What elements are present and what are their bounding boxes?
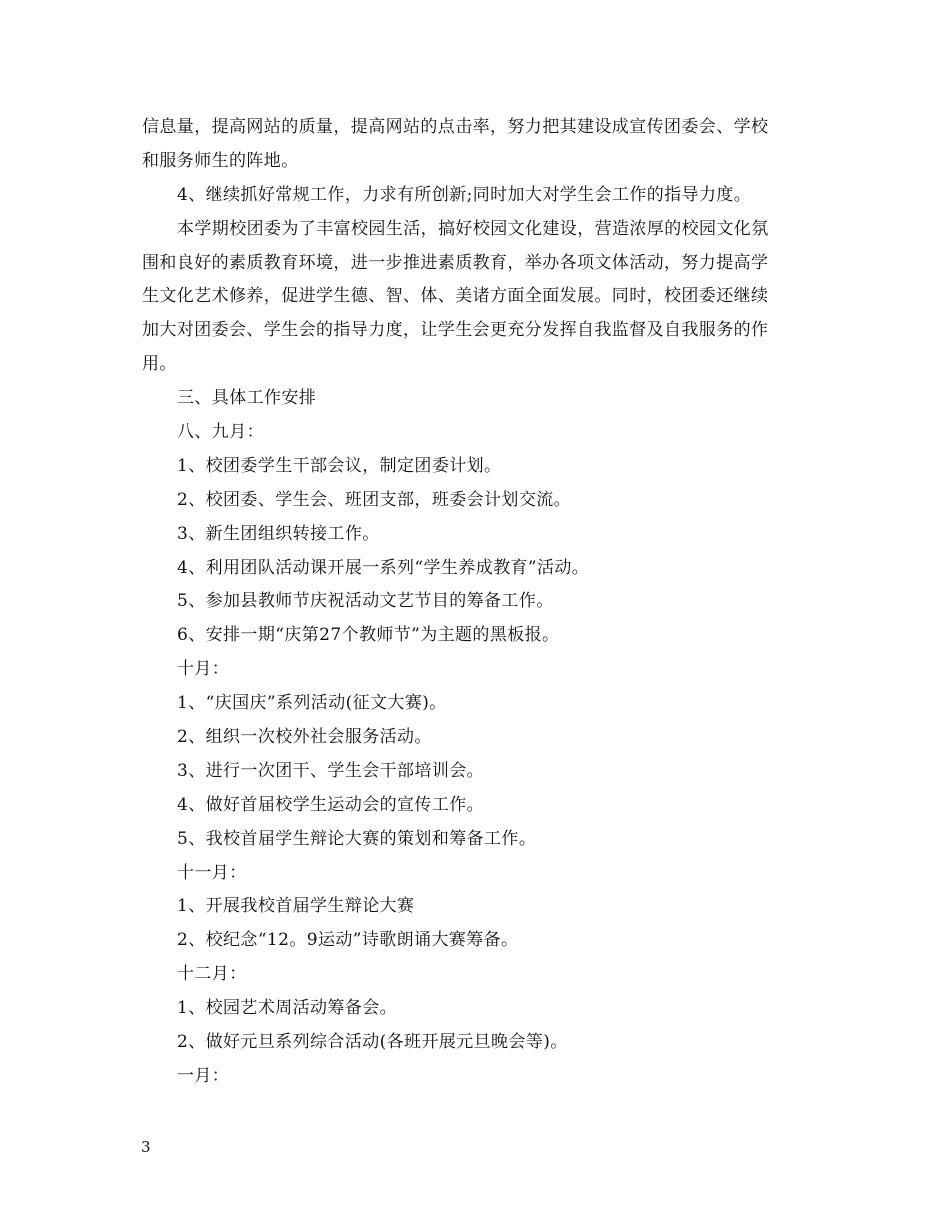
month-heading: 十二月：	[177, 964, 247, 985]
text-line: 本学期校团委为了丰富校园生活，搞好校园文化建设，营造浓厚的校园文化氛	[177, 218, 769, 239]
list-item: 1、开展我校首届学生辩论大赛	[177, 896, 415, 917]
list-item: 3、进行一次团干、学生会干部培训会。	[177, 760, 485, 781]
text-line: 和服务师生的阵地。	[142, 150, 299, 171]
text-line: 加大对团委会、学生会的指导力度，让学生会更充分发挥自我监督及自我服务的作	[142, 320, 769, 341]
list-item: 5、我校首届学生辩论大赛的策划和筹备工作。	[177, 828, 537, 849]
list-item: 5、参加县教师节庆祝活动文艺节目的筹备工作。	[177, 591, 554, 612]
list-item: 6、安排一期“庆第27个教师节”为主题的黑板报。	[177, 625, 560, 646]
list-item: 2、校团委、学生会、班团支部，班委会计划交流。	[177, 489, 572, 510]
document-body	[142, 111, 814, 1094]
text-line: 4、继续抓好常规工作，力求有所创新;同时加大对学生会工作的指导力度。	[177, 184, 752, 205]
text-line: 生文化艺术修养，促进学生德、智、体、美诸方面全面发展。同时，校团委还继续	[142, 286, 769, 307]
list-item: 4、利用团队活动课开展一系列“学生养成教育”活动。	[177, 557, 590, 578]
list-item: 4、做好首届校学生运动会的宣传工作。	[177, 794, 485, 815]
month-heading: 一月：	[177, 1065, 230, 1086]
list-item: 2、校纪念“12。9运动”诗歌朗诵大赛筹备。	[177, 930, 519, 951]
text-line: 用。	[142, 354, 177, 375]
list-item: 2、做好元旦系列综合活动(各班开展元旦晚会等)。	[177, 1032, 568, 1053]
month-heading: 十月：	[177, 659, 230, 680]
text-line: 围和良好的素质教育环境，进一步推进素质教育，举办各项文体活动，努力提高学	[142, 252, 769, 273]
text-line: 信息量，提高网站的质量，提高网站的点击率，努力把其建设成宣传团委会、学校	[142, 117, 769, 137]
list-item: 3、新生团组织转接工作。	[177, 523, 380, 544]
section-heading: 三、具体工作安排	[177, 388, 317, 409]
page-number: 3	[141, 1138, 151, 1156]
list-item: 2、组织一次校外社会服务活动。	[177, 727, 432, 748]
list-item: 1、“庆国庆”系列活动(征文大赛)。	[177, 693, 447, 714]
month-heading: 八、九月：	[177, 422, 264, 443]
month-heading: 十一月：	[177, 862, 247, 883]
list-item: 1、校园艺术周活动筹备会。	[177, 998, 398, 1019]
list-item: 1、校团委学生干部会议，制定团委计划。	[177, 455, 502, 476]
